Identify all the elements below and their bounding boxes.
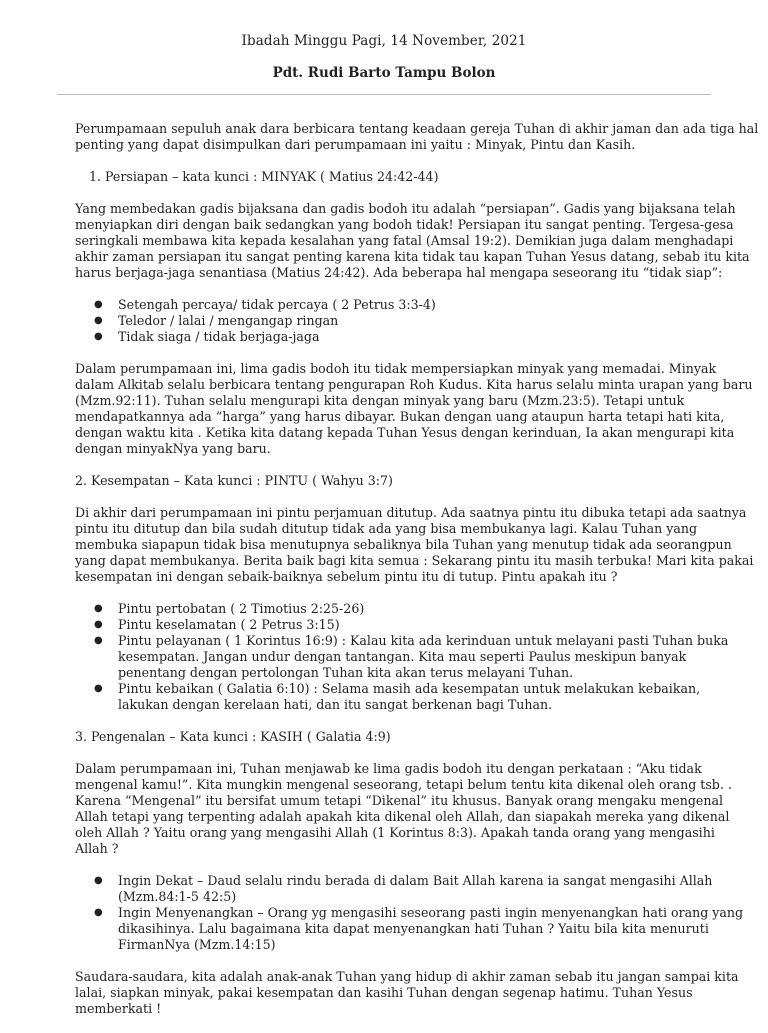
text-line: Allah ? [75,841,119,856]
bullet-icon: ● [94,315,103,326]
bullet-icon: ● [94,299,103,310]
section-2-paragraph [75,505,754,585]
list-item [75,633,729,681]
list-item-text: (Mzm.84:1-5 42:5) [118,889,237,904]
list-item-text: Tidak siaga / tidak berjaga-jaga [118,329,320,344]
text-line: dalam Alkitab selalu berbicara tentang pengurapan Roh Kudus. Kita harus selalu minta urapan yang baru [75,377,753,392]
list-item-text: kesempatan. Jangan undur dengan tantangan. Kita mau seperti Paulus meskipun banyak [118,649,687,664]
text-line: Saudara-saudara, kita adalah anak-anak Tuhan yang hidup di akhir zaman sebab itu jangan sampai kita [75,969,739,984]
bullet-icon: ● [94,619,103,630]
text-line: penting yang dapat disimpulkan dari perumpamaan ini yaitu : Minyak, Pintu dan Kasih. [75,137,636,152]
section-3-paragraph [75,761,732,857]
text-line: dengan waktu kita . Ketika kita datang kepada Tuhan Yesus dengan kerinduan, Ia akan mengurapi kita [75,425,735,440]
list-item-text: Pintu pertobatan ( 2 Timotius 2:25-26) [118,601,365,616]
list-item-text: Teledor / lalai / mengangap ringan [118,313,339,328]
text-line: Karena “Mengenal” itu bersifat umum tetapi “Dikenal” itu khusus. Banyak orang mengaku mengenal [75,793,724,808]
section-1-oil-paragraph [75,361,753,457]
section-2-heading: 2. Kesempatan – Kata kunci : PINTU ( Wahyu 3:7) [75,473,393,488]
list-item [75,297,715,313]
section-1-bullet-list [75,297,715,345]
text-line: yang dapat membukanya. Berita baik bagi kita semua : Sekarang pintu itu masih terbuka! Mari kita pakai [75,553,754,568]
text-line: seringkali membawa kita kepada kesalahan yang fatal (Amsal 19:2). Demikian juga dalam menghadapi [75,233,734,248]
text-line: harus berjaga-jaga senantiasa (Matius 24:42). Ada beberapa hal mengapa seseorang itu “tidak siap”: [75,265,723,280]
list-item [75,905,744,953]
list-item-text: lakukan dengan kerelaan hati, dan itu sangat berkenan bagi Tuhan. [118,697,553,712]
bullet-icon: ● [94,635,103,646]
list-item [75,617,715,633]
text-line: oleh Allah ? Yaitu orang yang mengasihi Allah (1 Korintus 8:3). Apakah tanda orang yang mengasihi [75,825,715,840]
text-line: membuka siapapun tidak bisa menutupnya sebaliknya bila Tuhan yang menutup tidak ada seorangpun [75,537,732,552]
list-item-text: Ingin Menyenangkan – Orang yg mengasihi seseorang pasti ingin menyenangkan hati orang yang [118,905,744,920]
bullet-icon: ● [94,875,103,886]
section-1-paragraph [75,201,750,281]
text-line: kesempatan ini dengan sebaik-baiknya sebelum pintu itu di tutup. Pintu apakah itu ? [75,569,618,584]
text-line: akhir zaman persiapan itu sangat penting karena kita tidak tau kapan Tuhan Yesus datang, sebab itu kita [75,249,750,264]
list-item-text: Setengah percaya/ tidak percaya ( 2 Petrus 3:3-4) [118,297,436,312]
list-item-text: penentang dengan pertolongan Tuhan kita akan terus melayani Tuhan. [118,665,574,680]
bullet-icon: ● [94,683,103,694]
document-body [75,121,759,1033]
list-item [75,313,715,329]
text-line: menyiapkan diri dengan baik sedangkan yang bodoh tidak! Persiapan itu sangat penting. Tergesa-gesa [75,217,734,232]
section-1-heading: 1. Persiapan – kata kunci : MINYAK ( Matius 24:42-44) [89,169,439,184]
list-item-text: FirmanNya (Mzm.14:15) [118,937,276,952]
list-item-text: Pintu keselamatan ( 2 Petrus 3:15) [118,617,340,632]
section-3-heading: 3. Pengenalan – Kata kunci : KASIH ( Galatia 4:9) [75,729,391,744]
list-item [75,329,715,345]
header-divider [57,94,711,95]
list-item-text: Pintu pelayanan ( 1 Korintus 16:9) : Kalau kita ada kerinduan untuk melayani pasti Tuhan buka [118,633,729,648]
text-line: memberkati ! [75,1001,162,1016]
bullet-icon: ● [94,907,103,918]
text-line: dengan minyakNya yang baru. [75,441,271,456]
closing-paragraph [75,969,739,1017]
author-name: Pdt. Rudi Barto Tampu Bolon [272,65,496,81]
section-3-bullet-list [75,873,744,953]
text-line: (Mzm.92:11). Tuhan selalu mengurapi kita dengan minyak yang baru (Mzm.23:5). Tetapi untuk [75,393,685,408]
bullet-icon: ● [94,603,103,614]
bullet-icon: ● [94,331,103,342]
text-line: lalai, siapkan minyak, pakai kesempatan dan kasihi Tuhan dengan segenap hatimu. Tuhan Yesus [75,985,693,1000]
text-line: Dalam perumpamaan ini, Tuhan menjawab ke lima gadis bodoh itu dengan perkataan : “Aku tidak [75,761,702,776]
list-item [75,601,715,617]
text-line: Perumpamaan sepuluh anak dara berbicara tentang keadaan gereja Tuhan di akhir jaman dan ada tiga hal [75,121,759,136]
text-line: mendapatkannya ada “harga” yang harus dibayar. Bukan dengan uang ataupun harta tetapi hati kita, [75,409,725,424]
text-line: Dalam perumpamaan ini, lima gadis bodoh itu tidak mempersiapkan minyak yang memadai. Minyak [75,361,717,376]
intro-paragraph [75,121,759,153]
list-item [75,873,715,905]
list-item-text: Pintu kebaikan ( Galatia 6:10) : Selama masih ada kesempatan untuk melakukan kebaikan, [118,681,701,696]
text-line: Allah tetapi yang terpenting adalah apakah kita dikenal oleh Allah, dan siapakah mereka yang dikenal [75,809,730,824]
list-item-text: dikasihinya. Lalu bagaimana kita dapat menyenangkan hati Tuhan ? Yaitu bila kita menuruti [118,921,709,936]
text-line: Di akhir dari perumpamaan ini pintu perjamuan ditutup. Ada saatnya pintu itu dibuka tetapi ada saatnya [75,505,747,520]
text-line: mengenal kamu!”. Kita mungkin mengenal seseorang, tetapi belum tentu kita dikenal oleh orang tsb. . [75,777,732,792]
list-item-text: Ingin Dekat – Daud selalu rindu berada di dalam Bait Allah karena ia sangat mengasihi Allah [118,873,713,888]
section-2-bullet-list [75,601,729,713]
list-item [75,681,715,713]
text-line: pintu itu ditutup dan bila sudah ditutup tidak ada yang bisa membukanya lagi. Kalau Tuhan yang [75,521,698,536]
text-line: Yang membedakan gadis bijaksana dan gadis bodoh itu adalah “persiapan”. Gadis yang bijaksana telah [75,201,736,216]
document-title: Ibadah Minggu Pagi, 14 November, 2021 [241,33,527,49]
